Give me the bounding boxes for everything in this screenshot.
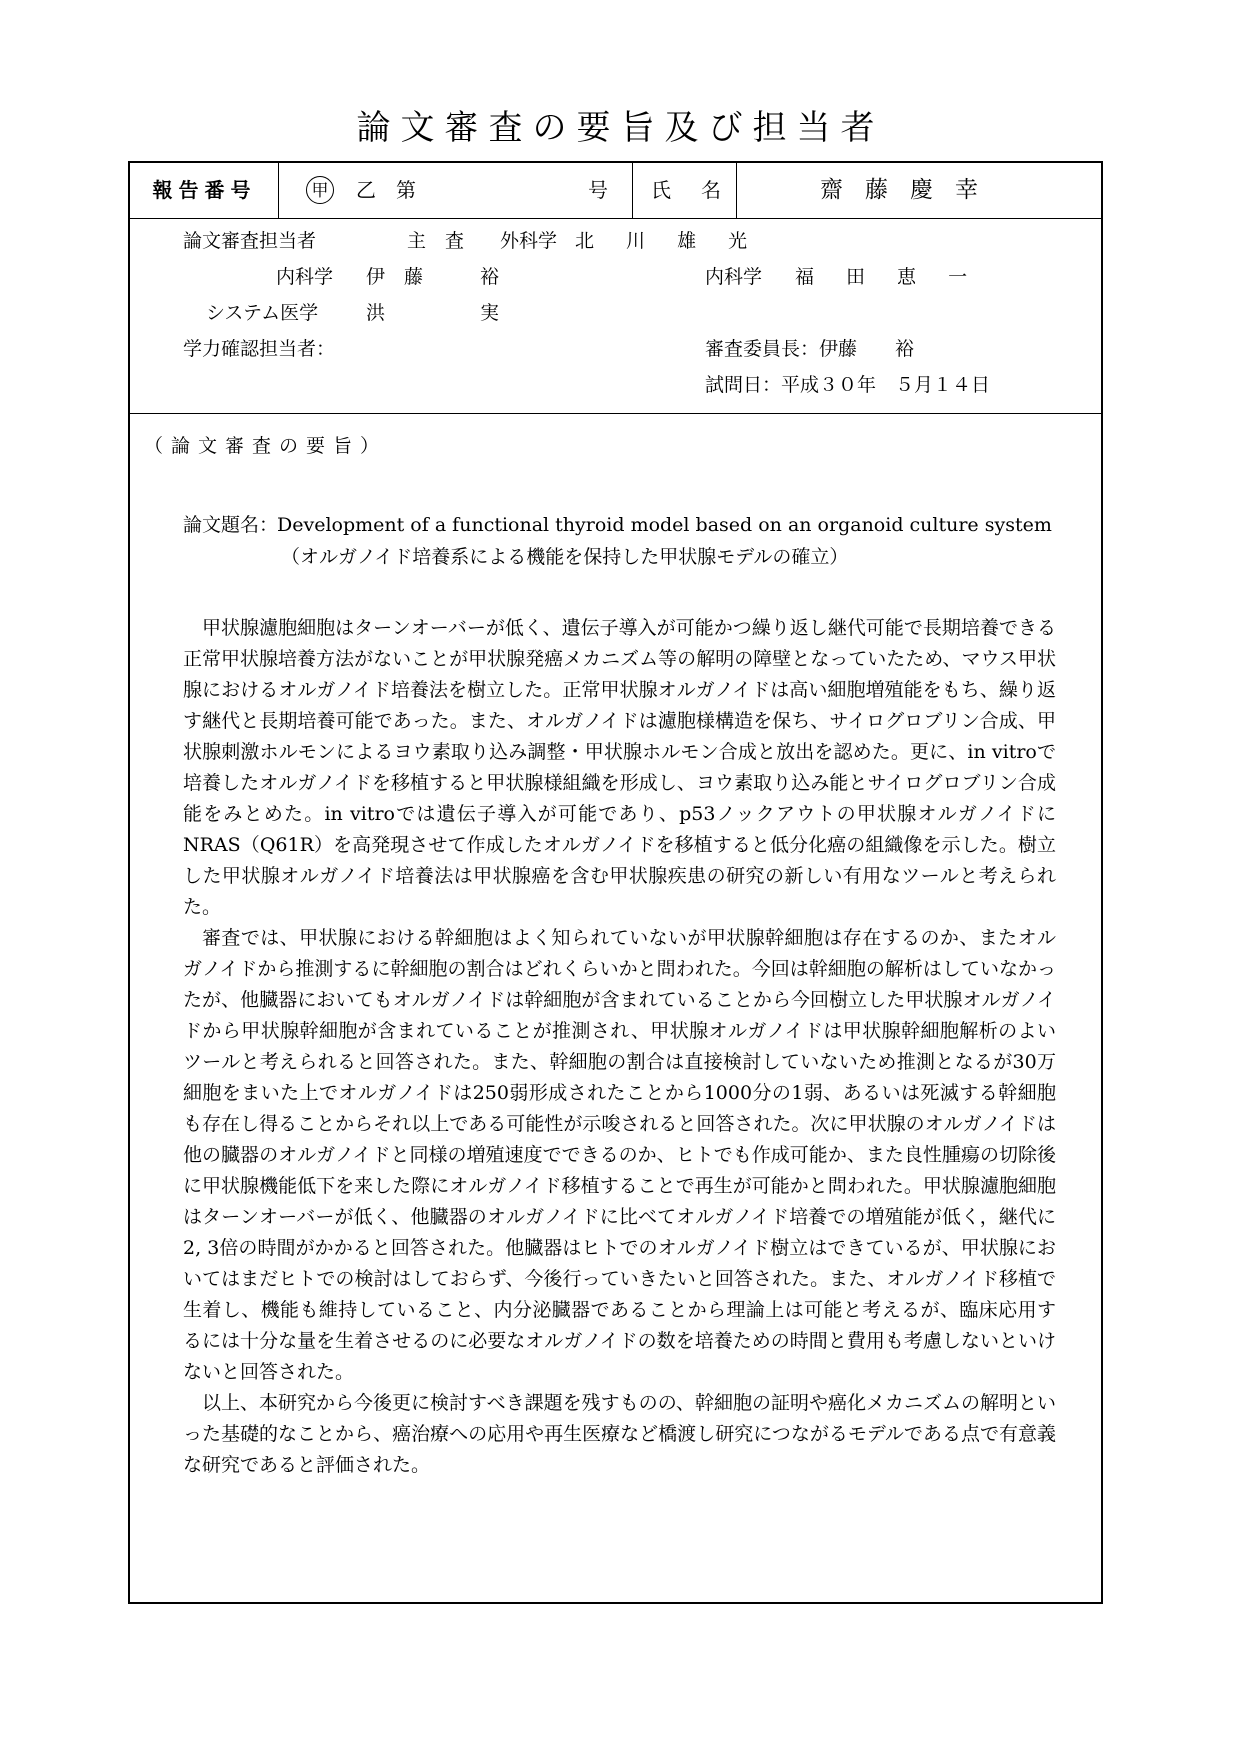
page-title: 論文審査の要旨及び担当者 xyxy=(356,108,885,148)
summary-paragraph: 以上、本研究から今後更に検討すべき課題を残すものの、幹細胞の証明や癌化メカニズムの解明といった基礎的なことから、癌治療への応用や再生医療など橋渡し研究につながるモデルである点で有意義な研究であると評価された。 xyxy=(183,1392,1056,1476)
dai-label: 第 xyxy=(396,178,416,202)
chief-dept: 外科学 xyxy=(500,230,558,252)
exam-date: 試問日：平成３０年 ５月１４日 xyxy=(705,374,991,396)
divider xyxy=(632,163,633,218)
academic-confirm-label: 学力確認担当者： xyxy=(183,338,336,360)
report-number-label: 報告番号 xyxy=(152,178,257,202)
examiners-label: 論文審査担当者 xyxy=(183,230,317,252)
summary-paragraph: 甲状腺濾胞細胞はターンオーバーが低く、遺伝子導入が可能かつ繰り返し継代可能で長期培養できる正常甲状腺培養方法がないことが甲状腺発癌メカニズム等の解明の障壁となっていたため、マウス甲状腺におけるオルガノイド培養法を樹立した。正常甲状腺オルガノイドは高い細胞増殖能をもち、繰り返す継代と長期培養可能であった。また、オルガノイドは濾胞様構造を保ち、サイログロブリン合成、甲状腺刺激ホルモンによるヨウ素取り込み調整・甲状腺ホルモン合成と放出を認めた。更に、in vitroで培養したオルガノイドを移植すると甲状腺様組織を形成し、ヨウ素取り込み能とサイログロブリン合成能をみとめた。in vitroでは遺伝子導入が可能であり、p53ノックアウトの甲状腺オルガノイドにNRAS（Q61R）を高発現させて作成したオルガノイドを移植すると低分化癌の組織像を示した。樹立した甲状腺オルガノイド培養法は甲状腺癌を含む甲状腺疾患の研究の新しい有用なツールと考えられた。 xyxy=(183,617,1056,918)
chief-name: 北 川 雄 光 xyxy=(575,230,761,252)
divider xyxy=(278,163,279,218)
member3-dept: システム医学 xyxy=(206,302,319,324)
divider xyxy=(736,163,737,218)
member1-name: 伊 藤 裕 xyxy=(366,266,500,288)
paper-title-en: Development of a functional thyroid model based on an organoid culture system xyxy=(277,514,1052,536)
summary-paragraph: 審査では、甲状腺における幹細胞はよく知られていないが甲状腺幹細胞は存在するのか、またオルガノイドから推測するに幹細胞の割合はどれくらいかと問われた。今回は幹細胞の解析はしていなかったが、他臓器においてもオルガノイドは幹細胞が含まれていることから今回樹立した甲状腺オルガノイドから甲状腺幹細胞が含まれていることが推測され、甲状腺オルガノイドは甲状腺幹細胞解析のよいツールと考えられると回答された。また、幹細胞の割合は直接検討していないため推測となるが30万細胞をまいた上でオルガノイドは250弱形成されたことから1000分の1弱、あるいは死滅する幹細胞も存在し得ることからそれ以上である可能性が示唆されると回答された。次に甲状腺のオルガノイドは他の臓器のオルガノイドと同様の増殖速度でできるのか、ヒトでも作成可能か、また良性腫瘍の切除後に甲状腺機能低下を来した際にオルガノイド移植することで再生が可能かと問われた。甲状腺濾胞細胞はターンオーバーが低く、他臓器のオルガノイドに比べてオルガノイド培養での増殖能が低く，継代に2, 3倍の時間がかかると回答された。他臓器はヒトでのオルガノイド樹立はできているが、甲状腺においてはまだヒトでの検討はしておらず、今後行っていきたいと回答された。また、オルガノイド移植で生着し、機能も維持していること、内分泌臓器であることから理論上は可能と考えるが、臨床応用するには十分な量を生着させるのに必要なオルガノイドの数を培養ための時間と費用も考慮しないといけないと回答された。 xyxy=(183,927,1056,1383)
header-row xyxy=(130,163,1101,219)
otsu-label: 乙 xyxy=(356,178,376,202)
go-label: 号 xyxy=(588,178,608,202)
summary-heading: （論文審査の要旨） xyxy=(144,435,388,457)
name-value: 齋藤慶幸 xyxy=(820,177,1000,203)
ko-circled: 甲 xyxy=(306,176,334,204)
member2-name: 福 田 恵 一 xyxy=(795,266,981,288)
paper-title-label: 論文題名： xyxy=(183,514,279,536)
chief-role: 主 査 xyxy=(407,230,465,252)
examiner-section xyxy=(130,219,1101,414)
member1-dept: 内科学 xyxy=(276,266,334,288)
name-label: 氏名 xyxy=(651,178,751,202)
paper-title-ja: （オルガノイド培養系による機能を保持した甲状腺モデルの確立） xyxy=(281,546,849,568)
review-form xyxy=(128,161,1103,1604)
member3-name: 洪 実 xyxy=(366,302,500,324)
committee-chair: 審査委員長：伊藤 裕 xyxy=(705,338,915,360)
member2-dept: 内科学 xyxy=(705,266,763,288)
summary-body xyxy=(183,613,1056,1481)
